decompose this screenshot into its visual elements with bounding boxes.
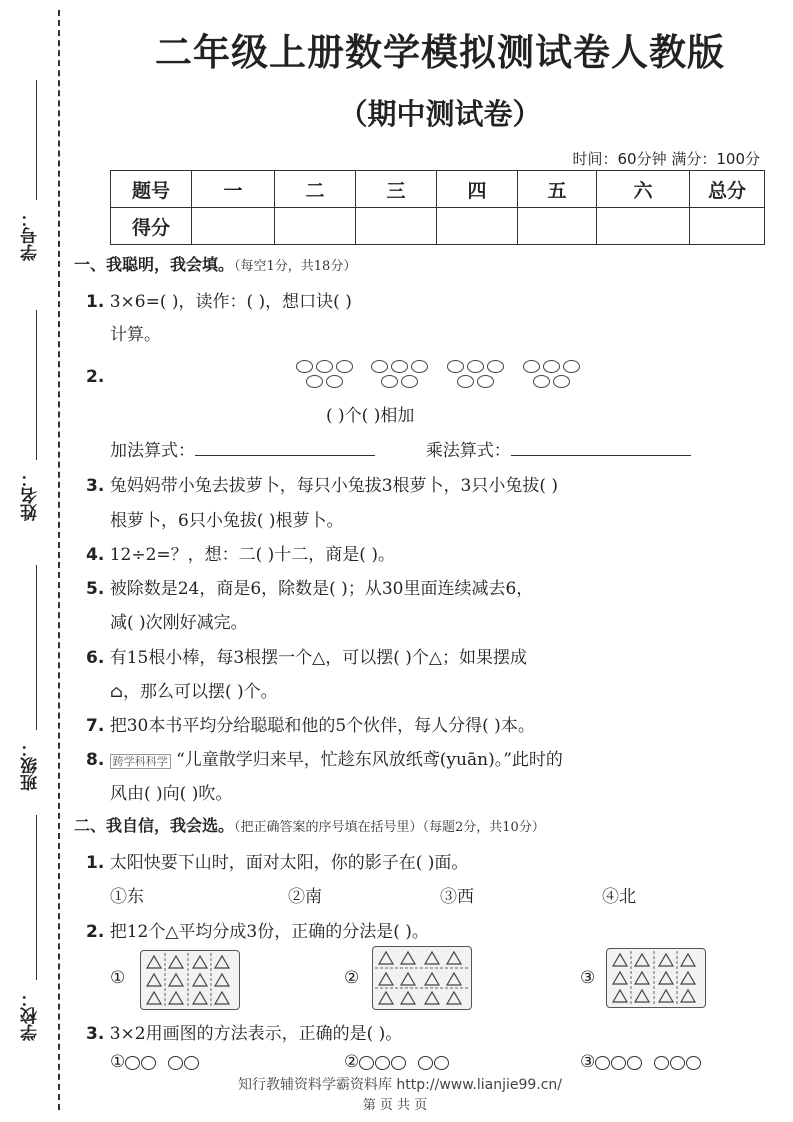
s2-q3-line1 (86, 1019, 402, 1044)
score-input-cell[interactable] (597, 208, 690, 245)
q2-caption: ( )个( )相加 (326, 406, 415, 426)
q5-line1 (86, 574, 533, 599)
question-text: 12÷2=？，想：二( )十二，商是( )。 (109, 545, 395, 565)
table-cell: 二 (275, 171, 356, 208)
option-label: ① (110, 1052, 126, 1072)
q6-line1 (86, 643, 527, 668)
question-number: 1. (86, 853, 105, 873)
q5-line2: 减( )次刚好减完。 (110, 613, 248, 633)
score-input-cell[interactable] (275, 208, 356, 245)
s2-q3-option-c[interactable] (580, 1052, 702, 1072)
s2-q1-option-d[interactable]: ④北 (602, 887, 636, 907)
q2-number (86, 367, 104, 387)
binding-dashed-line (58, 10, 60, 1110)
section1-title: 一、我聪明，我会填。 (74, 255, 235, 274)
page-title: 二年级上册数学模拟测试卷人教版 (155, 31, 725, 74)
cross-subject-tag: 跨学科科学 (110, 754, 171, 769)
option-label: ③ (580, 1052, 596, 1072)
question-number: 3. (86, 1024, 105, 1044)
circle-group (447, 360, 504, 388)
table-cell: 总分 (690, 171, 765, 208)
triangle-grid-a[interactable] (140, 950, 240, 1010)
q3-line1 (86, 471, 558, 496)
question-text: 把30本书平均分给聪聪和他的5个伙伴，每人分得( )本。 (109, 716, 535, 736)
score-input-cell[interactable] (356, 208, 437, 245)
question-number: 2. (86, 367, 105, 387)
page-number: 第 页 共 页 (362, 1098, 428, 1113)
q4-line1 (86, 540, 395, 565)
question-number: 6. (86, 648, 105, 668)
time-info: 时间：60分钟 满分：100分 (572, 150, 760, 168)
s2-q3-option-b[interactable] (344, 1052, 450, 1072)
question-number: 3. (86, 476, 105, 496)
question-number: 4. (86, 545, 105, 565)
q2-formulas (110, 436, 691, 461)
addition-label: 加法算式： (110, 441, 195, 461)
class-label: 班级： (21, 740, 41, 791)
s2-q1-option-c[interactable]: ③西 (440, 887, 474, 907)
student-id-label: 学号： (21, 210, 41, 261)
table-cell: 六 (597, 171, 690, 208)
circle-group (523, 360, 580, 388)
score-table (110, 170, 765, 245)
q1-line2: 计算。 (110, 325, 161, 345)
q8-line1 (86, 745, 563, 770)
question-text: 3×6=( )，读作：( )，想口诀( ) (109, 292, 352, 312)
question-number: 8. (86, 750, 105, 770)
table-cell: 四 (437, 171, 518, 208)
s2-q2-option-a-label[interactable]: ① (110, 968, 126, 988)
section1-heading (74, 252, 356, 275)
s2-q3-option-a[interactable] (110, 1052, 200, 1072)
score-input-cell[interactable] (690, 208, 765, 245)
s2-q2-line1 (86, 917, 429, 942)
s2-q1-line1 (86, 848, 468, 873)
s2-q1-option-b[interactable]: ②南 (288, 887, 322, 907)
table-cell: 三 (356, 171, 437, 208)
section2-note: （把正确答案的序号填在括号里）（每题2分，共10分） (234, 820, 545, 835)
q3-line2: 根萝卜，6只小兔拔( )根萝卜。 (110, 511, 344, 531)
name-line (36, 310, 37, 460)
table-cell: 得分 (111, 208, 192, 245)
score-input-cell[interactable] (437, 208, 518, 245)
question-text: 被除数是24，商是6，除数是( )；从30里面连续减去6， (109, 579, 534, 599)
name-label: 姓名： (21, 470, 41, 521)
section2-title: 二、我自信，我会选。 (74, 816, 235, 835)
q6-line2: ⌂，那么可以摆( )个。 (110, 682, 278, 702)
s2-q2-option-b-label[interactable]: ② (344, 968, 360, 988)
s2-q2-option-c-label[interactable]: ③ (580, 968, 596, 988)
score-input-cell[interactable] (518, 208, 597, 245)
table-cell: 五 (518, 171, 597, 208)
triangle-grid-b[interactable] (372, 946, 472, 1010)
question-text: 兔妈妈带小兔去拔萝卜，每只小兔拔3根萝卜，3只小兔拔( ) (109, 476, 559, 496)
question-text: “儿童散学归来早，忙趁东风放纸鸢(yuān)。”此时的 (176, 750, 563, 770)
circle-group (296, 360, 353, 388)
section1-note: （每空1分，共18分） (234, 259, 357, 274)
addition-answer-line[interactable] (195, 441, 375, 456)
table-row (111, 171, 765, 208)
q1-line1 (86, 287, 352, 312)
q7-line1 (86, 711, 535, 736)
question-number: 7. (86, 716, 105, 736)
multiplication-label: 乘法算式： (425, 441, 511, 461)
q8-line2: 风由( )向( )吹。 (110, 784, 233, 804)
school-label: 学校： (21, 990, 41, 1041)
triangle-grid-c[interactable] (606, 948, 706, 1008)
school-line (36, 815, 37, 980)
s2-q1-option-a[interactable]: ①东 (110, 887, 144, 907)
question-text: 把12个△平均分成3份，正确的分法是( )。 (109, 922, 429, 942)
source-footer: 知行教辅资料学霸资料库 http://www.lianjie99.cn/ (237, 1077, 563, 1093)
table-row (111, 208, 765, 245)
multiplication-answer-line[interactable] (511, 441, 691, 456)
student-id-line (36, 80, 37, 200)
score-input-cell[interactable] (192, 208, 275, 245)
class-line (36, 565, 37, 730)
option-label: ② (344, 1052, 360, 1072)
question-number: 5. (86, 579, 105, 599)
question-text: 有15根小棒，每3根摆一个△，可以摆( )个△；如果摆成 (109, 648, 527, 668)
question-text: 3×2用画图的方法表示，正确的是( )。 (109, 1024, 403, 1044)
question-number: 1. (86, 292, 105, 312)
page-subtitle: （期中测试卷） (338, 97, 542, 131)
question-number: 2. (86, 922, 105, 942)
question-text: 太阳快要下山时，面对太阳，你的影子在( )面。 (109, 853, 469, 873)
table-cell: 一 (192, 171, 275, 208)
section2-heading (74, 813, 545, 836)
circle-group (371, 360, 428, 388)
table-cell: 题号 (111, 171, 192, 208)
